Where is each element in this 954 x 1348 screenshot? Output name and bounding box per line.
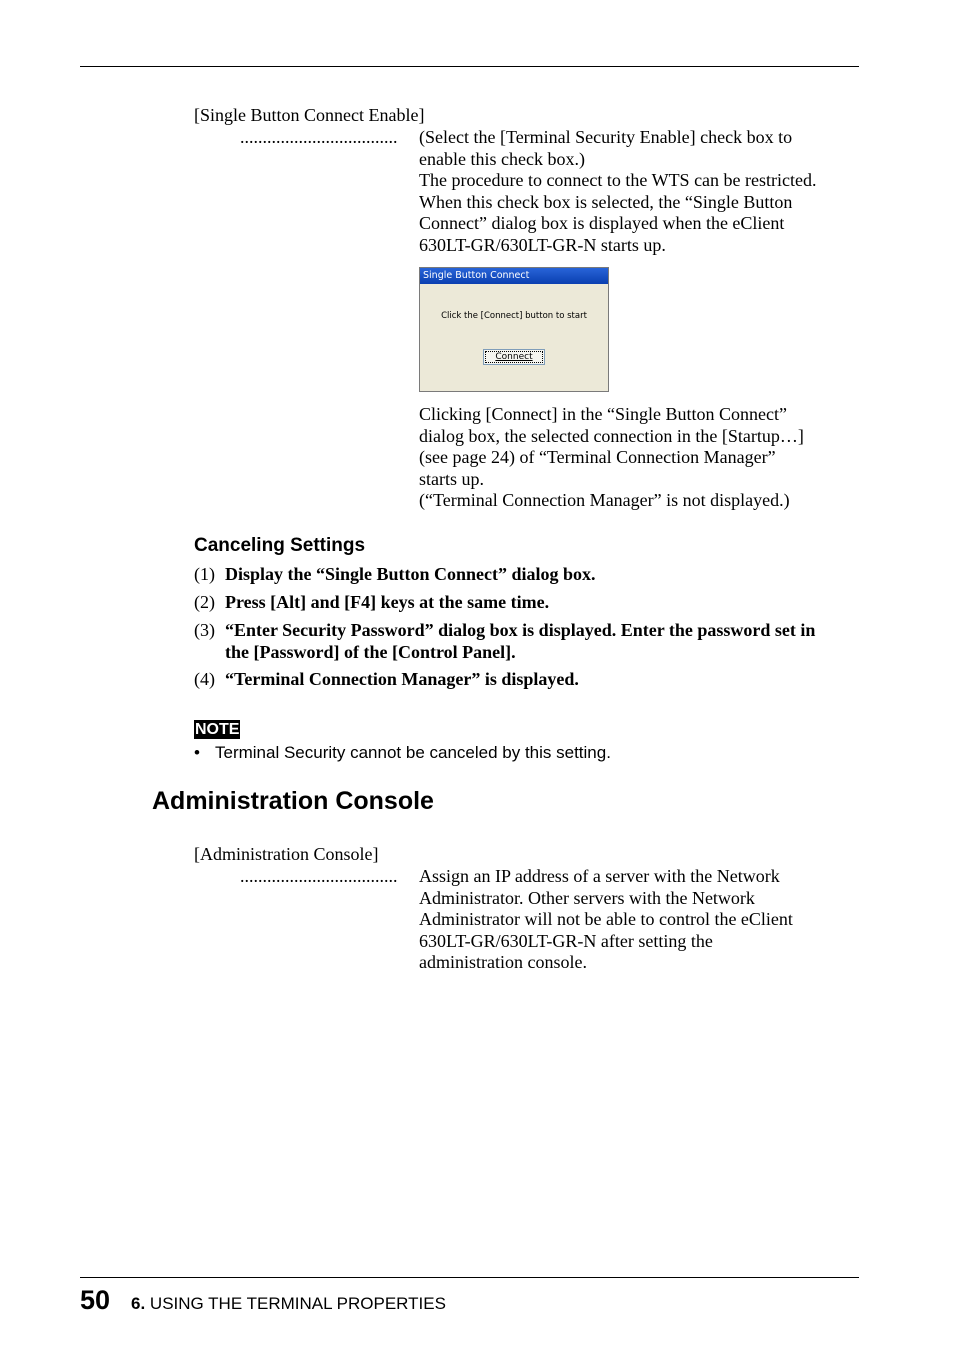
page-number: 50 [80, 1285, 111, 1315]
desc-line: enable this check box.) [419, 148, 585, 169]
chapter-title: USING THE TERMINAL PROPERTIES [149, 1294, 446, 1313]
step-number: (1) [194, 564, 215, 584]
after-line: (“Terminal Connection Manager” is not displayed.) [419, 490, 790, 511]
step-text: “Terminal Connection Manager” is displayed. [225, 669, 579, 689]
cancel-step [194, 620, 854, 662]
footer-chapter [131, 1293, 446, 1315]
cancel-step [194, 592, 854, 614]
desc-line: When this check box is selected, the “Single Button [419, 191, 793, 212]
top-rule [80, 66, 859, 67]
step-number: (4) [194, 669, 215, 689]
admin-line: Assign an IP address of a server with the Network [419, 866, 780, 886]
dialog-message: Click the [Connect] button to start [441, 311, 587, 321]
after-line: dialog box, the selected connection in the [Startup…] [419, 425, 804, 446]
bottom-rule [80, 1277, 859, 1278]
single-button-after-text [419, 404, 879, 512]
desc-line: 630LT-GR/630LT-GR-N starts up. [419, 234, 666, 255]
step-text: “Enter Security Password” dialog box is displayed. Enter the password set in [225, 620, 816, 640]
chapter-number: 6. [131, 1294, 146, 1313]
single-button-leader: ................................... [240, 127, 398, 147]
single-button-description [419, 127, 879, 257]
note-label: NOTE [195, 721, 240, 738]
single-button-heading: [Single Button Connect Enable] [194, 105, 425, 125]
admin-leader: ................................... [240, 866, 398, 886]
admin-line: Administrator will not be able to control the eClient [419, 909, 793, 930]
after-line: starts up. [419, 468, 484, 489]
step-number: (2) [194, 592, 215, 612]
admin-line: 630LT-GR/630LT-GR-N after setting the [419, 930, 713, 951]
connect-button-label: Connect [485, 351, 543, 363]
bullet-glyph: • [194, 743, 200, 762]
canceling-heading: Canceling Settings [194, 535, 366, 556]
desc-line: Connect” dialog box is displayed when the eClient [419, 213, 785, 234]
admin-heading: [Administration Console] [194, 844, 379, 864]
step-text: the [Password] of the [Control Panel]. [225, 641, 516, 662]
step-number: (3) [194, 620, 215, 640]
desc-line: (Select the [Terminal Security Enable] check box to [419, 127, 793, 147]
admin-line: Administrator. Other servers with the Network [419, 887, 755, 908]
dialog-title-bar: Single Button Connect [420, 268, 608, 284]
connect-button[interactable] [483, 349, 545, 365]
admin-section-title: Administration Console [152, 787, 434, 815]
after-line: Clicking [Connect] in the “Single Button Connect” [419, 404, 787, 424]
admin-line: administration console. [419, 952, 587, 973]
desc-line: The procedure to connect to the WTS can be restricted. [419, 170, 817, 191]
note-text: Terminal Security cannot be canceled by this setting. [215, 743, 611, 762]
step-text: Press [Alt] and [F4] keys at the same time. [225, 592, 550, 612]
admin-description [419, 866, 879, 974]
single-button-connect-dialog [419, 267, 609, 392]
note-item [194, 742, 611, 764]
step-text: Display the “Single Button Connect” dialog box. [225, 564, 596, 584]
after-line: (see page 24) of “Terminal Connection Manager” [419, 447, 776, 468]
cancel-step [194, 669, 854, 691]
cancel-step [194, 564, 854, 586]
